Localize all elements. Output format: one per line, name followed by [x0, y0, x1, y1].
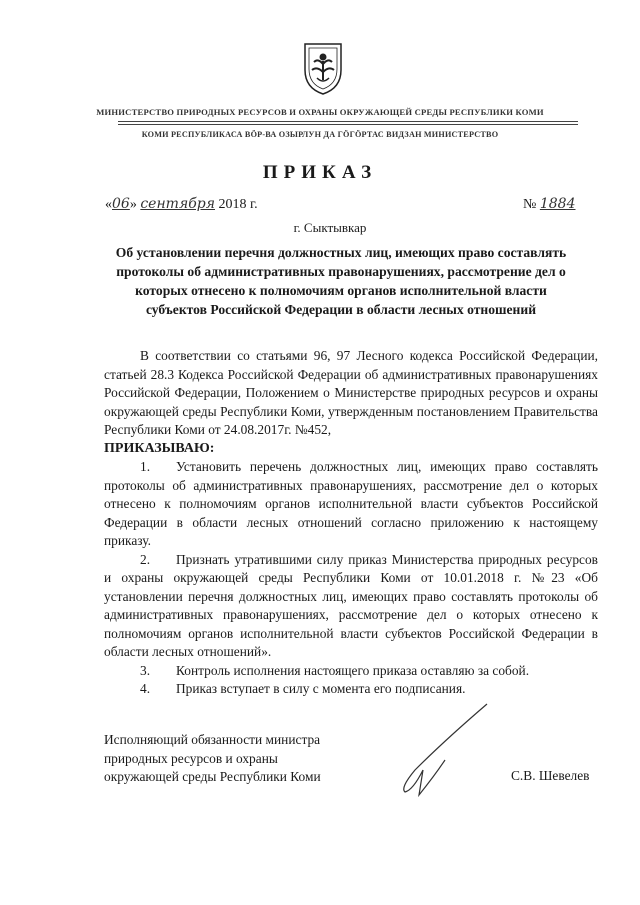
document-subject: Об установлении перечня должностных лиц, имеющих право составлять протоколы об административных правонарушениях, рассмотрение дел о которых отнесено к полномочиям органов исполнительной власти субъектов Российской Федерации в области лесных отношений — [115, 245, 567, 317]
document-city: г. Сыктывкар — [293, 220, 367, 235]
item-text: Приказ вступает в силу с момента его подписания. — [176, 681, 466, 696]
item-number: 4. — [140, 681, 151, 696]
date-year: 2018 г. — [218, 197, 258, 212]
resolve-heading: ПРИКАЗЫВАЮ: — [104, 440, 215, 456]
item-text: Признать утратившими силу приказ Министерства природных ресурсов и охраны окружающей среды Республики Коми от 10.01.2018 г. №23 «Об установлении перечня должностных лиц, имеющих право составлять протоколы об административных правонарушениях, рассмотрение дел о которых отнесено к полномочиям органов исполнительной власти субъектов Российской Федерации в области лесных отношений». — [104, 551, 598, 659]
signatory-position — [104, 731, 321, 787]
order-item-3 — [104, 662, 598, 681]
number-handwritten: 1884 — [539, 196, 576, 212]
date-month-handwritten: сентября — [140, 196, 215, 212]
number-prefix: № — [523, 197, 537, 212]
item-text: Контроль исполнения настоящего приказа оставляю за собой. — [176, 662, 530, 678]
preamble-paragraph: В соответствии со статьями 96, 97 Лесного кодекса Российской Федерации, статьей 28.3 Кодекса Российской Федерации об административных правонарушениях Российской Федерации, Положением о Министерстве природных ресурсов и охраны окружающей среды Республики Коми, утвержденным постановлением Правительства Республики Коми от 24.08.2017г. №452, — [104, 348, 598, 437]
ministry-name-russian: МИНИСТЕРСТВО ПРИРОДНЫХ РЕСУРСОВ И ОХРАНЫ ОКРУЖАЮЩЕЙ СРЕДЫ РЕСПУБЛИКИ КОМИ — [96, 107, 544, 117]
position-line-3: окружающей среды Республики Коми — [104, 769, 321, 784]
item-text: Установить перечень должностных лиц, имеющих право составлять протоколы об административных правонарушениях, рассмотрение дел о которых отнесено к полномочиям органов исполнительной власти субъектов Российской Федерации в области лесных отношений согласно приложению к настоящему приказу. — [104, 459, 598, 548]
order-item-2 — [104, 551, 598, 662]
date-day-handwritten: 06 — [112, 196, 130, 212]
coat-of-arms-emblem — [300, 40, 346, 96]
document-title: ПРИКАЗ — [262, 162, 378, 183]
order-item-1 — [104, 458, 598, 551]
item-number: 1. — [140, 459, 151, 474]
position-line-2: природных ресурсов и охраны — [104, 750, 278, 766]
document-date: «06» сентября 2018 г. — [105, 196, 258, 212]
item-number: 2. — [140, 551, 151, 567]
document-body — [104, 347, 598, 699]
signatory-name: С.В. Шевелев — [511, 768, 590, 783]
header-divider-bottom — [118, 124, 578, 125]
position-line-1: Исполняющий обязанности министра — [104, 732, 321, 747]
header-divider-top — [118, 121, 578, 122]
order-item-4 — [104, 680, 598, 699]
ministry-name-komi: КОМИ РЕСПУБЛИКАСА ВӦР-ВА ОЗЫРЛУН ДА ГӦГӦРТАС ВИДЗАН МИНИСТЕРСТВО — [141, 130, 499, 139]
handwritten-signature — [375, 700, 495, 800]
item-number: 3. — [140, 662, 151, 678]
document-number — [523, 196, 576, 213]
